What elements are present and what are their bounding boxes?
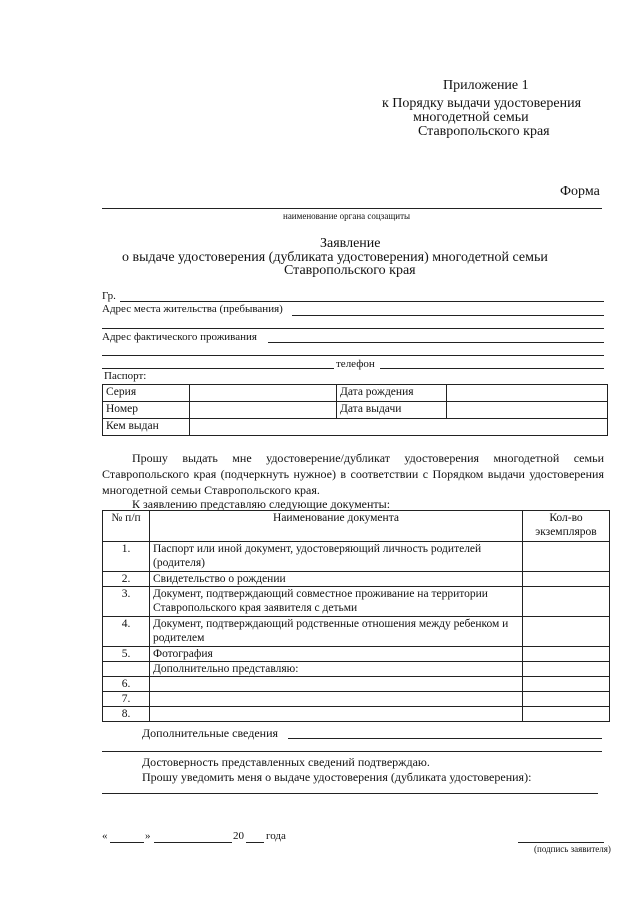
passport-birthdate-label: Дата рождения — [337, 385, 447, 402]
additional-info-field[interactable] — [288, 738, 602, 739]
row-count[interactable] — [523, 542, 610, 572]
row-num: 3. — [103, 587, 150, 617]
documents-intro: К заявлению представляю следующие документы: — [132, 497, 391, 511]
row-name[interactable] — [150, 707, 523, 722]
application-subtitle-1: о выдаче удостоверения (дубликата удостоверения) многодетной семьи — [122, 250, 548, 265]
date-quote-close: » — [145, 830, 151, 842]
table-row — [103, 692, 610, 707]
table-row — [103, 542, 610, 572]
notify-field[interactable] — [102, 793, 598, 794]
passport-series-label: Серия — [103, 385, 190, 402]
row-num: 5. — [103, 647, 150, 662]
passport-number-value[interactable] — [190, 402, 337, 419]
row-count[interactable] — [523, 617, 610, 647]
date-year-field[interactable] — [246, 842, 264, 843]
row-num: 4. — [103, 617, 150, 647]
date-day-field[interactable] — [110, 842, 144, 843]
row-count[interactable] — [523, 587, 610, 617]
appendix-title: Приложение 1 — [443, 78, 529, 93]
organ-line — [102, 208, 602, 209]
date-year-prefix: 20 — [233, 830, 244, 842]
docs-header-name: Наименование документа — [150, 511, 523, 542]
docs-header-num: № п/п — [103, 511, 150, 542]
table-row — [103, 617, 610, 647]
appendix-line-3: Ставропольского края — [418, 124, 550, 139]
table-row — [103, 707, 610, 722]
row-num: 2. — [103, 572, 150, 587]
docs-header-count-line1: Кол-во — [549, 512, 583, 524]
table-row — [103, 647, 610, 662]
table-row — [103, 587, 610, 617]
passport-number-label: Номер — [103, 402, 190, 419]
row-count[interactable] — [523, 572, 610, 587]
row-name: Свидетельство о рождении — [150, 572, 523, 587]
organ-caption: наименование органа соцзащиты — [283, 211, 411, 221]
confirm-text: Достоверность представленных сведений подтверждаю. — [142, 755, 430, 769]
additional-info-field-2[interactable] — [102, 751, 602, 752]
phone-field[interactable] — [380, 368, 604, 369]
table-row — [103, 572, 610, 587]
phone-label: телефон — [336, 358, 375, 370]
passport-issue-date-label: Дата выдачи — [337, 402, 447, 419]
signature-caption: (подпись заявителя) — [534, 844, 611, 854]
passport-birthdate-value[interactable] — [447, 385, 608, 402]
row-num — [103, 662, 150, 677]
request-paragraph: Прошу выдать мне удостоверение/дубликат удостоверения многодетной семьи Ставропольского края (подчеркнуть нужное) в соответствии с Порядком выдачи удостоверения многодетной семьи Ставропольского края. — [102, 451, 604, 497]
row-name: Паспорт или иной документ, удостоверяющий личность родителей (родителя) — [150, 542, 523, 572]
row-name: Дополнительно представляю: — [150, 662, 523, 677]
application-title: Заявление — [320, 236, 381, 251]
passport-issued-by-label: Кем выдан — [103, 419, 190, 436]
date-month-field[interactable] — [154, 842, 232, 843]
passport-issued-by-value[interactable] — [190, 419, 608, 436]
row-count[interactable] — [523, 662, 610, 677]
row-count[interactable] — [523, 647, 610, 662]
appendix-line-2: многодетной семьи — [413, 110, 529, 125]
actual-address-field-2[interactable] — [102, 355, 604, 356]
residence-address-field-2[interactable] — [102, 328, 604, 329]
notify-text: Прошу уведомить меня о выдаче удостоверения (дубликата удостоверения): — [142, 770, 532, 784]
passport-issue-date-value[interactable] — [447, 402, 608, 419]
row-num: 8. — [103, 707, 150, 722]
residence-address-field[interactable] — [292, 315, 604, 316]
passport-series-value[interactable] — [190, 385, 337, 402]
citizen-label: Гр. — [102, 290, 116, 302]
docs-header-count — [523, 511, 610, 542]
application-subtitle-2: Ставропольского края — [284, 263, 416, 278]
table-row — [103, 662, 610, 677]
row-name[interactable] — [150, 692, 523, 707]
row-num: 1. — [103, 542, 150, 572]
date-quote-open: « — [102, 830, 108, 842]
address-extra-field[interactable] — [102, 368, 334, 369]
passport-table — [102, 384, 608, 436]
additional-info-label: Дополнительные сведения — [142, 726, 279, 740]
row-name: Фотография — [150, 647, 523, 662]
row-count[interactable] — [523, 677, 610, 692]
documents-table — [102, 510, 610, 722]
row-count[interactable] — [523, 707, 610, 722]
actual-address-field[interactable] — [268, 342, 604, 343]
citizen-field[interactable] — [120, 301, 604, 302]
residence-address-label: Адрес места жительства (пребывания) — [102, 303, 283, 315]
date-year-suffix: года — [266, 830, 286, 842]
row-name: Документ, подтверждающий совместное проживание на территории Ставропольского края заявителя с детьми — [150, 587, 523, 617]
signature-field[interactable] — [518, 842, 604, 843]
row-name: Документ, подтверждающий родственные отношения между ребенком и родителем — [150, 617, 523, 647]
actual-address-label: Адрес фактического проживания — [102, 331, 257, 343]
docs-header-count-line2: экземпляров — [535, 526, 597, 538]
row-name[interactable] — [150, 677, 523, 692]
row-count[interactable] — [523, 692, 610, 707]
passport-label: Паспорт: — [104, 370, 147, 382]
form-label: Форма — [560, 184, 600, 199]
row-num: 7. — [103, 692, 150, 707]
appendix-line-1: к Порядку выдачи удостоверения — [382, 96, 582, 111]
table-row — [103, 677, 610, 692]
row-num: 6. — [103, 677, 150, 692]
